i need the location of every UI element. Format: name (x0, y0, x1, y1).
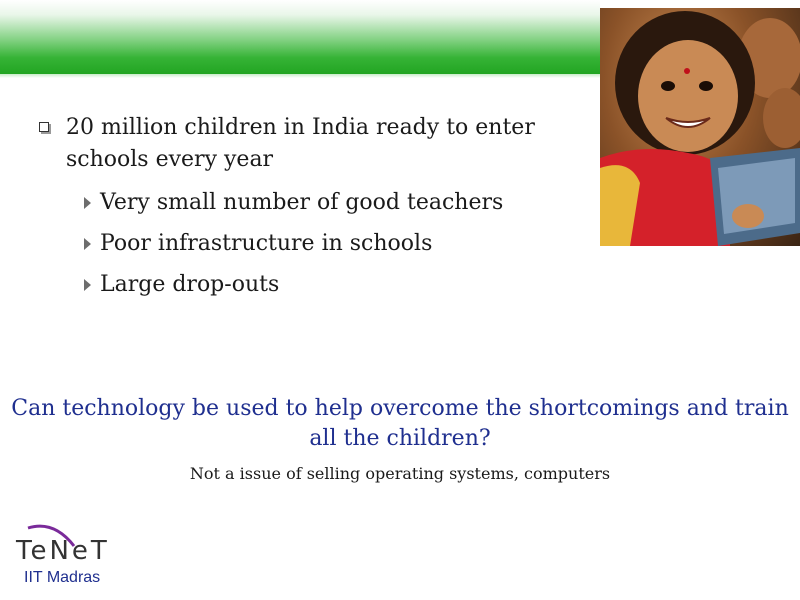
arrow-bullet-icon (84, 238, 91, 250)
sub-item-text: Poor infrastructure in schools (100, 231, 433, 256)
sub-item-text: Large drop-outs (100, 272, 280, 297)
arrow-bullet-icon (84, 279, 91, 291)
logo-name: TeNeT (16, 536, 110, 566)
header-band (0, 0, 600, 74)
sub-item (36, 189, 596, 217)
sub-item (36, 271, 596, 299)
square-bullet-icon (39, 122, 49, 132)
sub-item-text: Very small number of good teachers (100, 190, 504, 215)
note-text: Not a issue of selling operating systems, computers (189, 464, 611, 483)
header-band-fade (0, 74, 600, 78)
bullet-text: 20 million children in India ready to enter schools every year (66, 115, 535, 172)
arrow-bullet-icon (84, 197, 91, 209)
tenet-logo (14, 522, 124, 592)
logo-subtitle: IIT Madras (24, 569, 101, 586)
sub-item (36, 230, 596, 258)
question-text: Can technology be used to help overcome the shortcomings and train all the children? (11, 396, 789, 451)
bullet-item (36, 112, 536, 176)
bullet-list (36, 112, 596, 299)
children-photo (600, 8, 800, 246)
